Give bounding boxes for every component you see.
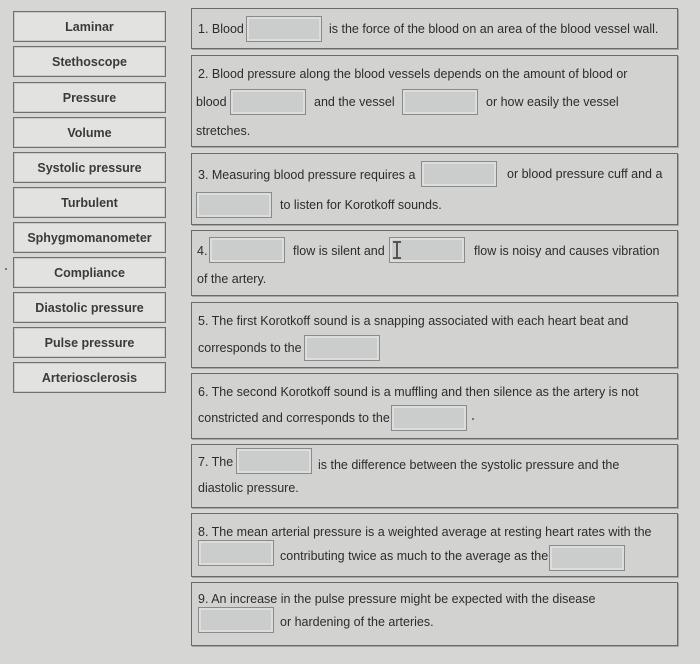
question-6 [191,373,678,439]
q8-text-line1: 8. The mean arterial pressure is a weighted average at resting heart rates with the [198,525,652,539]
answer-tile-sphygmomanometer[interactable]: Sphygmomanometer [13,222,166,253]
answer-tile-laminar[interactable]: Laminar [13,11,166,42]
stray-mark [472,418,474,420]
q7-text-end: diastolic pressure. [198,481,299,495]
q2-text-vessel: and the vessel [314,95,395,109]
q8-drop-slot-1[interactable] [198,540,274,566]
q9-text-line1: 9. An increase in the pulse pressure might be expected with the disease [198,592,596,606]
answer-tile-pressure[interactable]: Pressure [13,82,166,113]
q4-text-middle: flow is silent and [293,244,385,258]
q3-drop-slot-1[interactable] [421,161,497,187]
q2-text-stretches: stretches. [196,124,251,138]
answer-tile-volume[interactable]: Volume [13,117,166,148]
q2-text-line1: 2. Blood pressure along the blood vessels depends on the amount of blood or [198,67,628,81]
q1-text-end: is the force of the blood on an area of the blood vessel wall. [329,22,659,36]
q7-drop-slot[interactable] [236,448,312,474]
q9-text-line2: or hardening of the arteries. [280,615,434,629]
question-9 [191,582,678,646]
question-5 [191,302,678,368]
q4-drop-slot-2[interactable] [389,237,465,263]
text-cursor-icon [393,241,401,259]
q5-text-line2: corresponds to the [198,341,302,355]
answer-tile-systolic-pressure[interactable]: Systolic pressure [13,152,166,183]
q2-text-blood: blood [196,95,227,109]
q3-text-middle: or blood pressure cuff and a [507,167,663,181]
answer-tile-compliance[interactable]: Compliance [13,257,166,288]
q8-drop-slot-2[interactable] [549,545,625,571]
answer-tile-arteriosclerosis[interactable]: Arteriosclerosis [13,362,166,393]
q3-drop-slot-2[interactable] [196,192,272,218]
q6-text-line2: constricted and corresponds to the [198,411,390,425]
q1-drop-slot[interactable] [246,16,322,42]
q6-text-line1: 6. The second Korotkoff sound is a muffling and then silence as the artery is not [198,385,639,399]
q6-drop-slot[interactable] [391,405,467,431]
question-2 [191,55,678,147]
q5-text-line1: 5. The first Korotkoff sound is a snapping associated with each heart beat and [198,314,629,328]
answer-tile-diastolic-pressure[interactable]: Diastolic pressure [13,292,166,323]
q4-text-noisy: flow is noisy and causes vibration [474,244,660,258]
answer-tile-stethoscope[interactable]: Stethoscope [13,46,166,77]
question-1 [191,8,678,49]
q2-drop-slot-1[interactable] [230,89,306,115]
q3-text-start: 3. Measuring blood pressure requires a [198,168,416,182]
question-7 [191,444,678,508]
q7-text-start: 7. The [198,455,234,469]
q3-text-end: to listen for Korotkoff sounds. [280,198,442,212]
question-3 [191,153,678,225]
answer-tile-pulse-pressure[interactable]: Pulse pressure [13,327,166,358]
q8-text-line2: contributing twice as much to the average as the [280,549,549,563]
question-8 [191,513,678,577]
stray-mark [5,268,7,270]
q9-drop-slot[interactable] [198,607,274,633]
q4-text-number: 4. [197,244,208,258]
q7-text-middle: is the difference between the systolic pressure and the [318,458,620,472]
q2-drop-slot-2[interactable] [402,89,478,115]
q2-text-easily: or how easily the vessel [486,95,619,109]
q5-drop-slot[interactable] [304,335,380,361]
q1-text-start: 1. Blood [198,22,244,36]
q4-drop-slot-1[interactable] [209,237,285,263]
q4-text-artery: of the artery. [197,272,267,286]
question-4 [191,230,678,296]
answer-tile-turbulent[interactable]: Turbulent [13,187,166,218]
